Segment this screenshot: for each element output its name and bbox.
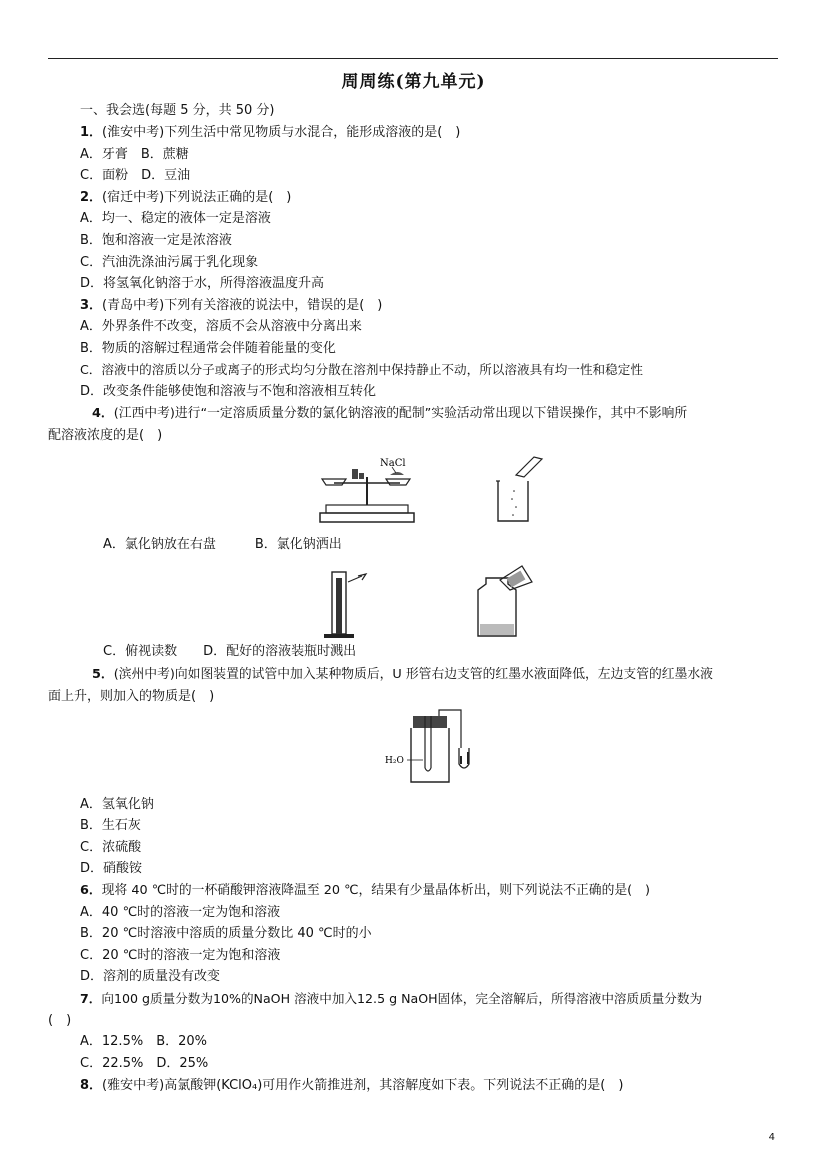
question-stem: (雅安中考)高氯酸钾(KClO₄)可用作火箭推进剂，其溶解度如下表。下列说法不正确的是( ) — [102, 1078, 624, 1093]
question-stem: 现将 40 ℃时的一杯硝酸钾溶液降温至 20 ℃，结果有少量晶体析出，则下列说法不正确的是( ) — [101, 883, 650, 898]
q5-option-c: C．浓硫酸 — [80, 840, 142, 855]
q3-option-c: C．溶液中的溶质以分子或离子的形式均匀分散在溶剂中保持静止不动，所以溶液具有均一性和稳定性 — [80, 362, 643, 377]
question-stem: (青岛中考)下列有关溶液的说法中，错误的是( ) — [102, 298, 383, 313]
question-8 — [80, 1077, 623, 1095]
beaker-spill-figure — [494, 455, 554, 525]
nacl-label: NaCl — [380, 458, 406, 469]
q7-options-cd: C．22.5% D．25% — [80, 1056, 209, 1071]
question-stem: (江西中考)进行“一定溶质质量分数的氯化钠溶液的配制”实验活动常出现以下错误操作，其中不影响所 — [113, 406, 688, 421]
q3-option-a: A．外界条件不改变，溶质不会从溶液中分离出来 — [80, 319, 362, 334]
q6-option-c: C．20 ℃时的溶液一定为饱和溶液 — [80, 948, 281, 963]
q3-option-b: B．物质的溶解过程通常会伴随着能量的变化 — [80, 341, 336, 356]
question-1 — [80, 124, 460, 142]
u-tube-apparatus-figure — [385, 708, 475, 788]
question-stem: 向100 g质量分数为10%的NaOH 溶液中加入12.5 g NaOH固体，完全溶解后，所得溶液中溶质质量分数为 — [101, 991, 703, 1006]
q6-option-b: B．20 ℃时溶液中溶质的质量分数比 40 ℃时的小 — [80, 926, 372, 941]
question-number: 3． — [80, 298, 103, 313]
question-4 — [92, 405, 687, 423]
question-number: 1． — [80, 125, 103, 140]
q2-option-d: D．将氢氧化钠溶于水，所得溶液温度升高 — [80, 276, 325, 291]
q2-option-c: C．汽油洗涤油污属于乳化现象 — [80, 255, 259, 270]
page-title: 周周练(第九单元) — [341, 72, 486, 92]
section-heading: 一、我会选(每题 5 分，共 50 分) — [80, 103, 275, 118]
page-number: 4 — [768, 1132, 775, 1143]
question-stem: (滨州中考)向如图装置的试管中加入某种物质后，U 形管右边支管的红墨水液面降低，左边支管的红墨水液 — [113, 667, 713, 682]
q6-option-a: A．40 ℃时的溶液一定为饱和溶液 — [80, 905, 281, 920]
q4-stem-continued: 配溶液浓度的是( ) — [48, 428, 163, 443]
header-rule — [48, 58, 778, 59]
q7-options-ab: A．12.5% B．20% — [80, 1034, 208, 1049]
q4-options-cd: C．俯视读数 D．配好的溶液装瓶时溅出 — [103, 644, 357, 659]
question-7 — [80, 990, 702, 1008]
bottle-pour-figure — [470, 562, 536, 640]
question-2 — [80, 189, 291, 207]
question-stem: (淮安中考)下列生活中常见物质与水混合，能形成溶液的是( ) — [102, 125, 461, 140]
balance-figure — [312, 455, 422, 525]
question-5 — [92, 666, 713, 684]
question-3 — [80, 297, 382, 315]
question-6 — [80, 882, 650, 900]
q5-option-b: B．生石灰 — [80, 818, 141, 833]
q5-option-a: A．氢氧化钠 — [80, 797, 154, 812]
q1-options-ab: A．牙膏 B．蔗糖 — [80, 147, 189, 162]
q5-stem-continued: 面上升，则加入的物质是( ) — [48, 689, 215, 704]
q3-option-d: D．改变条件能够使饱和溶液与不饱和溶液相互转化 — [80, 384, 377, 399]
q2-option-a: A．均一、稳定的液体一定是溶液 — [80, 211, 271, 226]
cylinder-figure — [318, 568, 378, 640]
question-number: 5． — [92, 667, 114, 682]
question-stem: (宿迁中考)下列说法正确的是( ) — [102, 190, 292, 205]
h2o-label: H₂O — [385, 756, 404, 766]
question-number: 2． — [80, 190, 103, 205]
q6-option-d: D．溶剂的质量没有改变 — [80, 969, 221, 984]
question-number: 4． — [92, 406, 114, 421]
question-number: 7． — [80, 991, 102, 1006]
question-number: 8． — [80, 1078, 103, 1093]
q5-option-d: D．硝酸铵 — [80, 861, 143, 876]
question-number: 6． — [80, 883, 102, 898]
q7-stem-continued: ( ) — [48, 1013, 72, 1028]
q4-options-ab: A．氯化钠放在右盘 B．氯化钠洒出 — [103, 537, 342, 552]
q2-option-b: B．饱和溶液一定是浓溶液 — [80, 233, 232, 248]
q1-options-cd: C．面粉 D．豆油 — [80, 168, 191, 183]
